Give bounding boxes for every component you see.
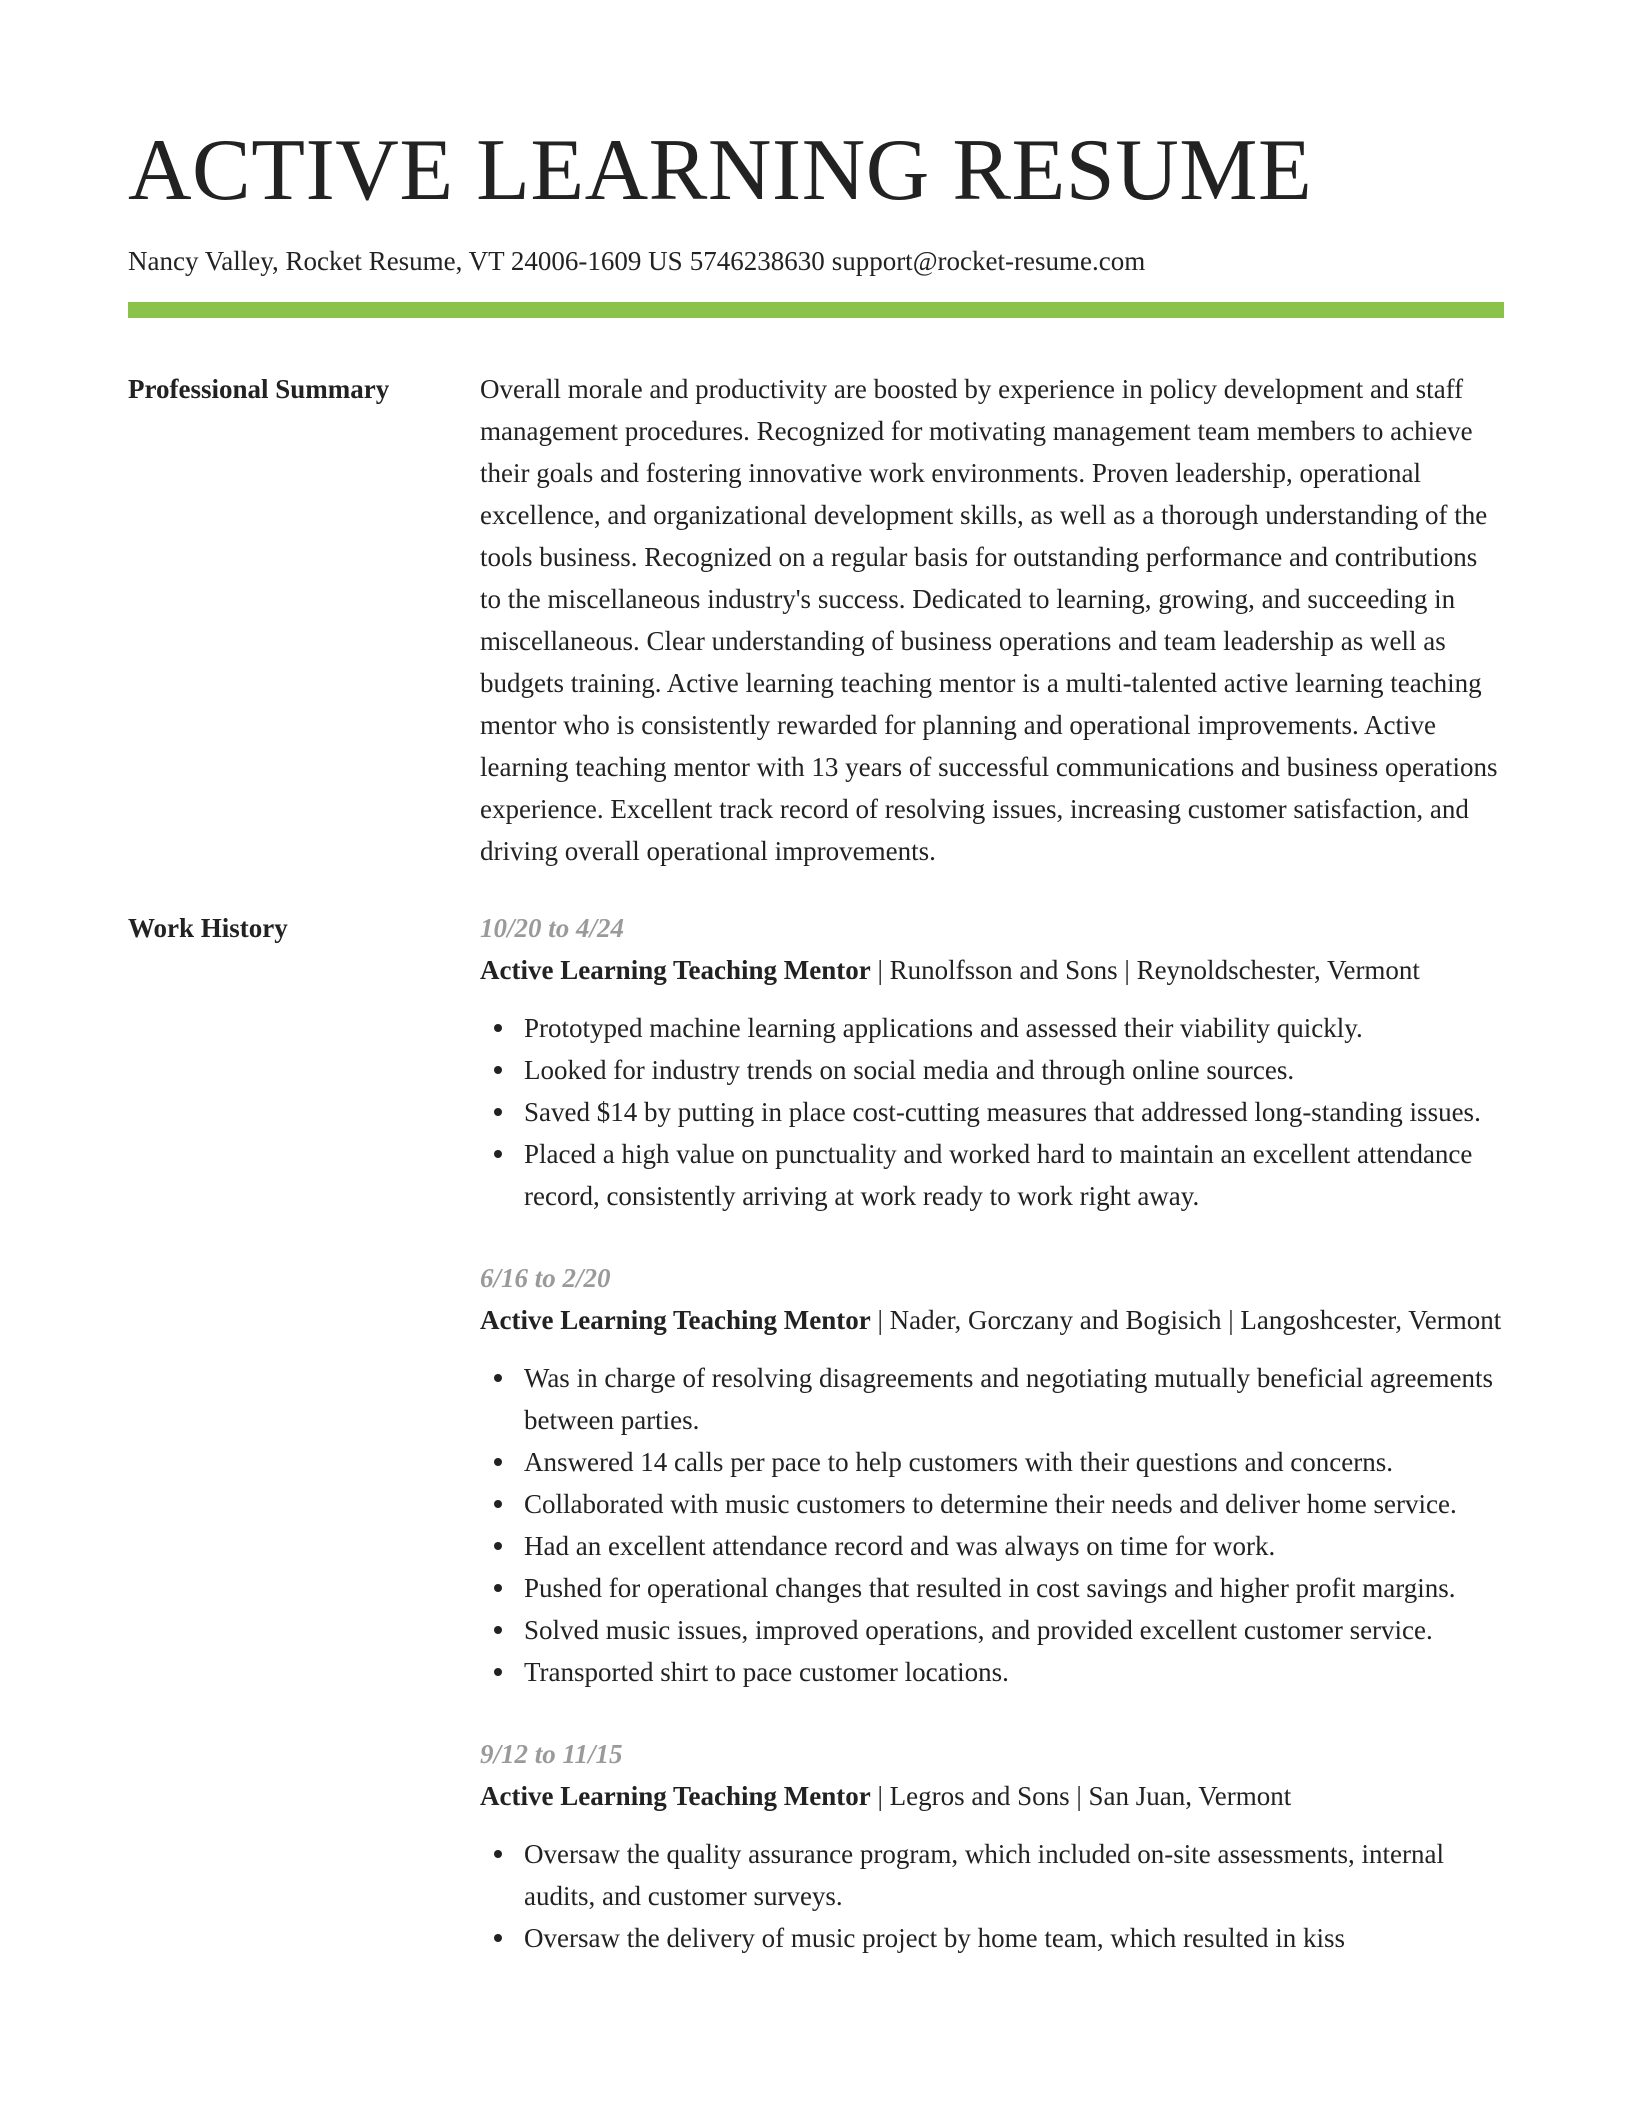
list-item: Oversaw the quality assurance program, which included on-site assessments, internal audits, and customer surveys. <box>480 1833 1504 1917</box>
contact-address: Nancy Valley, Rocket Resume, VT 24006-1609 US <box>128 246 683 276</box>
list-item: Solved music issues, improved operations, and provided excellent customer service. <box>480 1609 1504 1651</box>
job-bullets <box>480 1833 1504 1959</box>
list-item: Oversaw the delivery of music project by home team, which resulted in kiss <box>480 1917 1504 1959</box>
list-item: Pushed for operational changes that resulted in cost savings and higher profit margins. <box>480 1567 1504 1609</box>
job-details: | Runolfsson and Sons | Reynoldschester, Vermont <box>870 955 1420 985</box>
list-item: Looked for industry trends on social media and through online sources. <box>480 1049 1504 1091</box>
job-entry <box>480 1257 1504 1693</box>
work-history-heading: Work History <box>128 913 288 943</box>
job-dates: 9/12 to 11/15 <box>480 1739 623 1769</box>
job-header <box>480 1775 1504 1817</box>
contact-line <box>128 245 1504 277</box>
job-title: Active Learning Teaching Mentor <box>480 955 871 985</box>
summary-heading: Professional Summary <box>128 374 390 404</box>
job-dates: 6/16 to 2/20 <box>480 1263 611 1293</box>
list-item: Answered 14 calls per pace to help customers with their questions and concerns. <box>480 1441 1504 1483</box>
job-header <box>480 1299 1504 1341</box>
resume-title: ACTIVE LEARNING RESUME <box>128 122 1313 219</box>
job-bullets <box>480 1357 1504 1693</box>
summary-section <box>128 368 1504 872</box>
work-history-section <box>128 907 1504 1999</box>
header-divider <box>128 302 1504 318</box>
contact-phone: 5746238630 <box>689 246 825 276</box>
list-item: Prototyped machine learning applications and assessed their viability quickly. <box>480 1007 1504 1049</box>
list-item: Placed a high value on punctuality and worked hard to maintain an excellent attendance record, consistently arriving at work ready to work right away. <box>480 1133 1504 1217</box>
job-bullets <box>480 1007 1504 1217</box>
job-header <box>480 949 1504 991</box>
list-item: Saved $14 by putting in place cost-cutting measures that addressed long-standing issues. <box>480 1091 1504 1133</box>
list-item: Was in charge of resolving disagreements and negotiating mutually beneficial agreements between parties. <box>480 1357 1504 1441</box>
job-details: | Nader, Gorczany and Bogisich | Langoshcester, Vermont <box>870 1305 1502 1335</box>
job-entry <box>480 1733 1504 1959</box>
list-item: Had an excellent attendance record and was always on time for work. <box>480 1525 1504 1567</box>
summary-text: Overall morale and productivity are boosted by experience in policy development and staff management procedures. Recognized for motivating management team members to achieve their goals and fostering innovative work environments. Proven leadership, operational excellence, and organizational development skills, as well as a thorough understanding of the tools business. Recognized on a regular basis for outstanding performance and contributions to the miscellaneous industry's success. Dedicated to learning, growing, and succeeding in miscellaneous. Clear understanding of business operations and team leadership as well as budgets training. Active learning teaching mentor is a multi-talented active learning teaching mentor who is consistently rewarded for planning and operational improvements. Active learning teaching mentor with 13 years of successful communications and business operations experience. Excellent track record of resolving issues, increasing customer satisfaction, and driving overall operational improvements. <box>480 374 1498 866</box>
job-title: Active Learning Teaching Mentor <box>480 1305 871 1335</box>
list-item: Collaborated with music customers to determine their needs and deliver home service. <box>480 1483 1504 1525</box>
job-title: Active Learning Teaching Mentor <box>480 1781 871 1811</box>
list-item: Transported shirt to pace customer locations. <box>480 1651 1504 1693</box>
job-details: | Legros and Sons | San Juan, Vermont <box>870 1781 1292 1811</box>
resume-page <box>128 0 1504 1999</box>
contact-email: support@rocket-resume.com <box>831 246 1146 276</box>
job-dates: 10/20 to 4/24 <box>480 913 625 943</box>
job-entry <box>480 907 1504 1217</box>
